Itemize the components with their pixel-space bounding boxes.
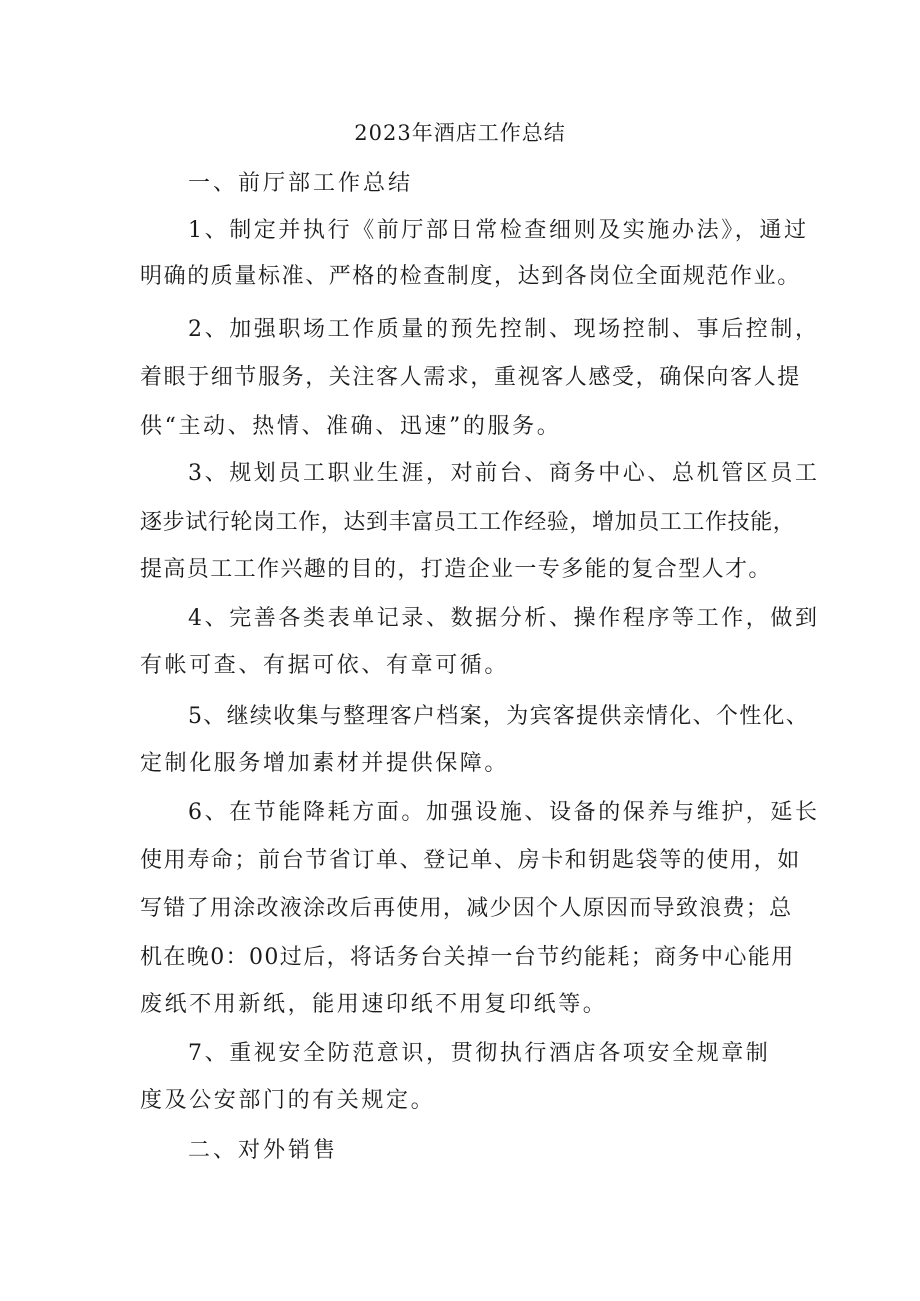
item-6-line-1: 6、在节能降耗方面。加强设施、设备的保养与维护，延长: [188, 800, 820, 825]
item-2-line-1: 2、加强职场工作质量的预先控制、现场控制、事后控制，: [188, 317, 820, 342]
item-5-line-2: 定制化服务增加素材并提供保障。: [140, 751, 510, 776]
item-7-line-1: 7、重视安全防范意识，贯彻执行酒店各项安全规章制: [188, 1041, 771, 1066]
item-7-line-2: 度及公安部门的有关规定。: [140, 1088, 436, 1113]
item-6-line-2: 使用寿命；前台节省订单、登记单、房卡和钥匙袋等的使用，如: [140, 848, 801, 873]
item-3-line-3: 提高员工工作兴趣的目的，打造企业一专多能的复合型人才。: [140, 557, 772, 582]
item-5-line-1: 5、继续收集与整理客户档案，为宾客提供亲情化、个性化、: [188, 704, 810, 729]
item-3-line-2: 逐步试行轮岗工作，达到丰富员工工作经验，增加员工工作技能，: [140, 510, 796, 535]
item-1-line-2: 明确的质量标准、严格的检查制度，达到各岗位全面规范作业。: [140, 264, 801, 289]
section-heading-external-sales: 二、对外销售: [188, 1138, 339, 1163]
item-6-line-5: 废纸不用新纸，能用速印纸不用复印纸等。: [140, 992, 608, 1017]
item-4-line-2: 有帐可查、有据可依、有章可循。: [140, 653, 510, 678]
item-6-line-3: 写错了用涂改液涂改后再使用，减少因个人原因而导致浪费；总: [140, 896, 793, 921]
document-title: 2023年酒店工作总结: [354, 121, 566, 145]
item-3-line-1: 3、规划员工职业生涯，对前台、商务中心、总机管区员工: [188, 461, 820, 486]
item-2-line-3: 供“主动、热情、准确、迅速”的服务。: [140, 414, 562, 439]
section-heading-front-office: 一、前厅部工作总结: [188, 171, 414, 196]
item-2-line-2: 着眼于细节服务，关注客人需求，重视客人感受，确保向客人提: [140, 365, 801, 390]
item-6-line-4: 机在晚0：00过后，将话务台关掉一台节约能耗；商务中心能用: [140, 945, 795, 970]
item-1-line-1: 1、制定并执行《前厅部日常检查细则及实施办法》，通过: [188, 218, 809, 243]
item-4-line-1: 4、完善各类表单记录、数据分析、操作程序等工作，做到: [188, 606, 820, 631]
